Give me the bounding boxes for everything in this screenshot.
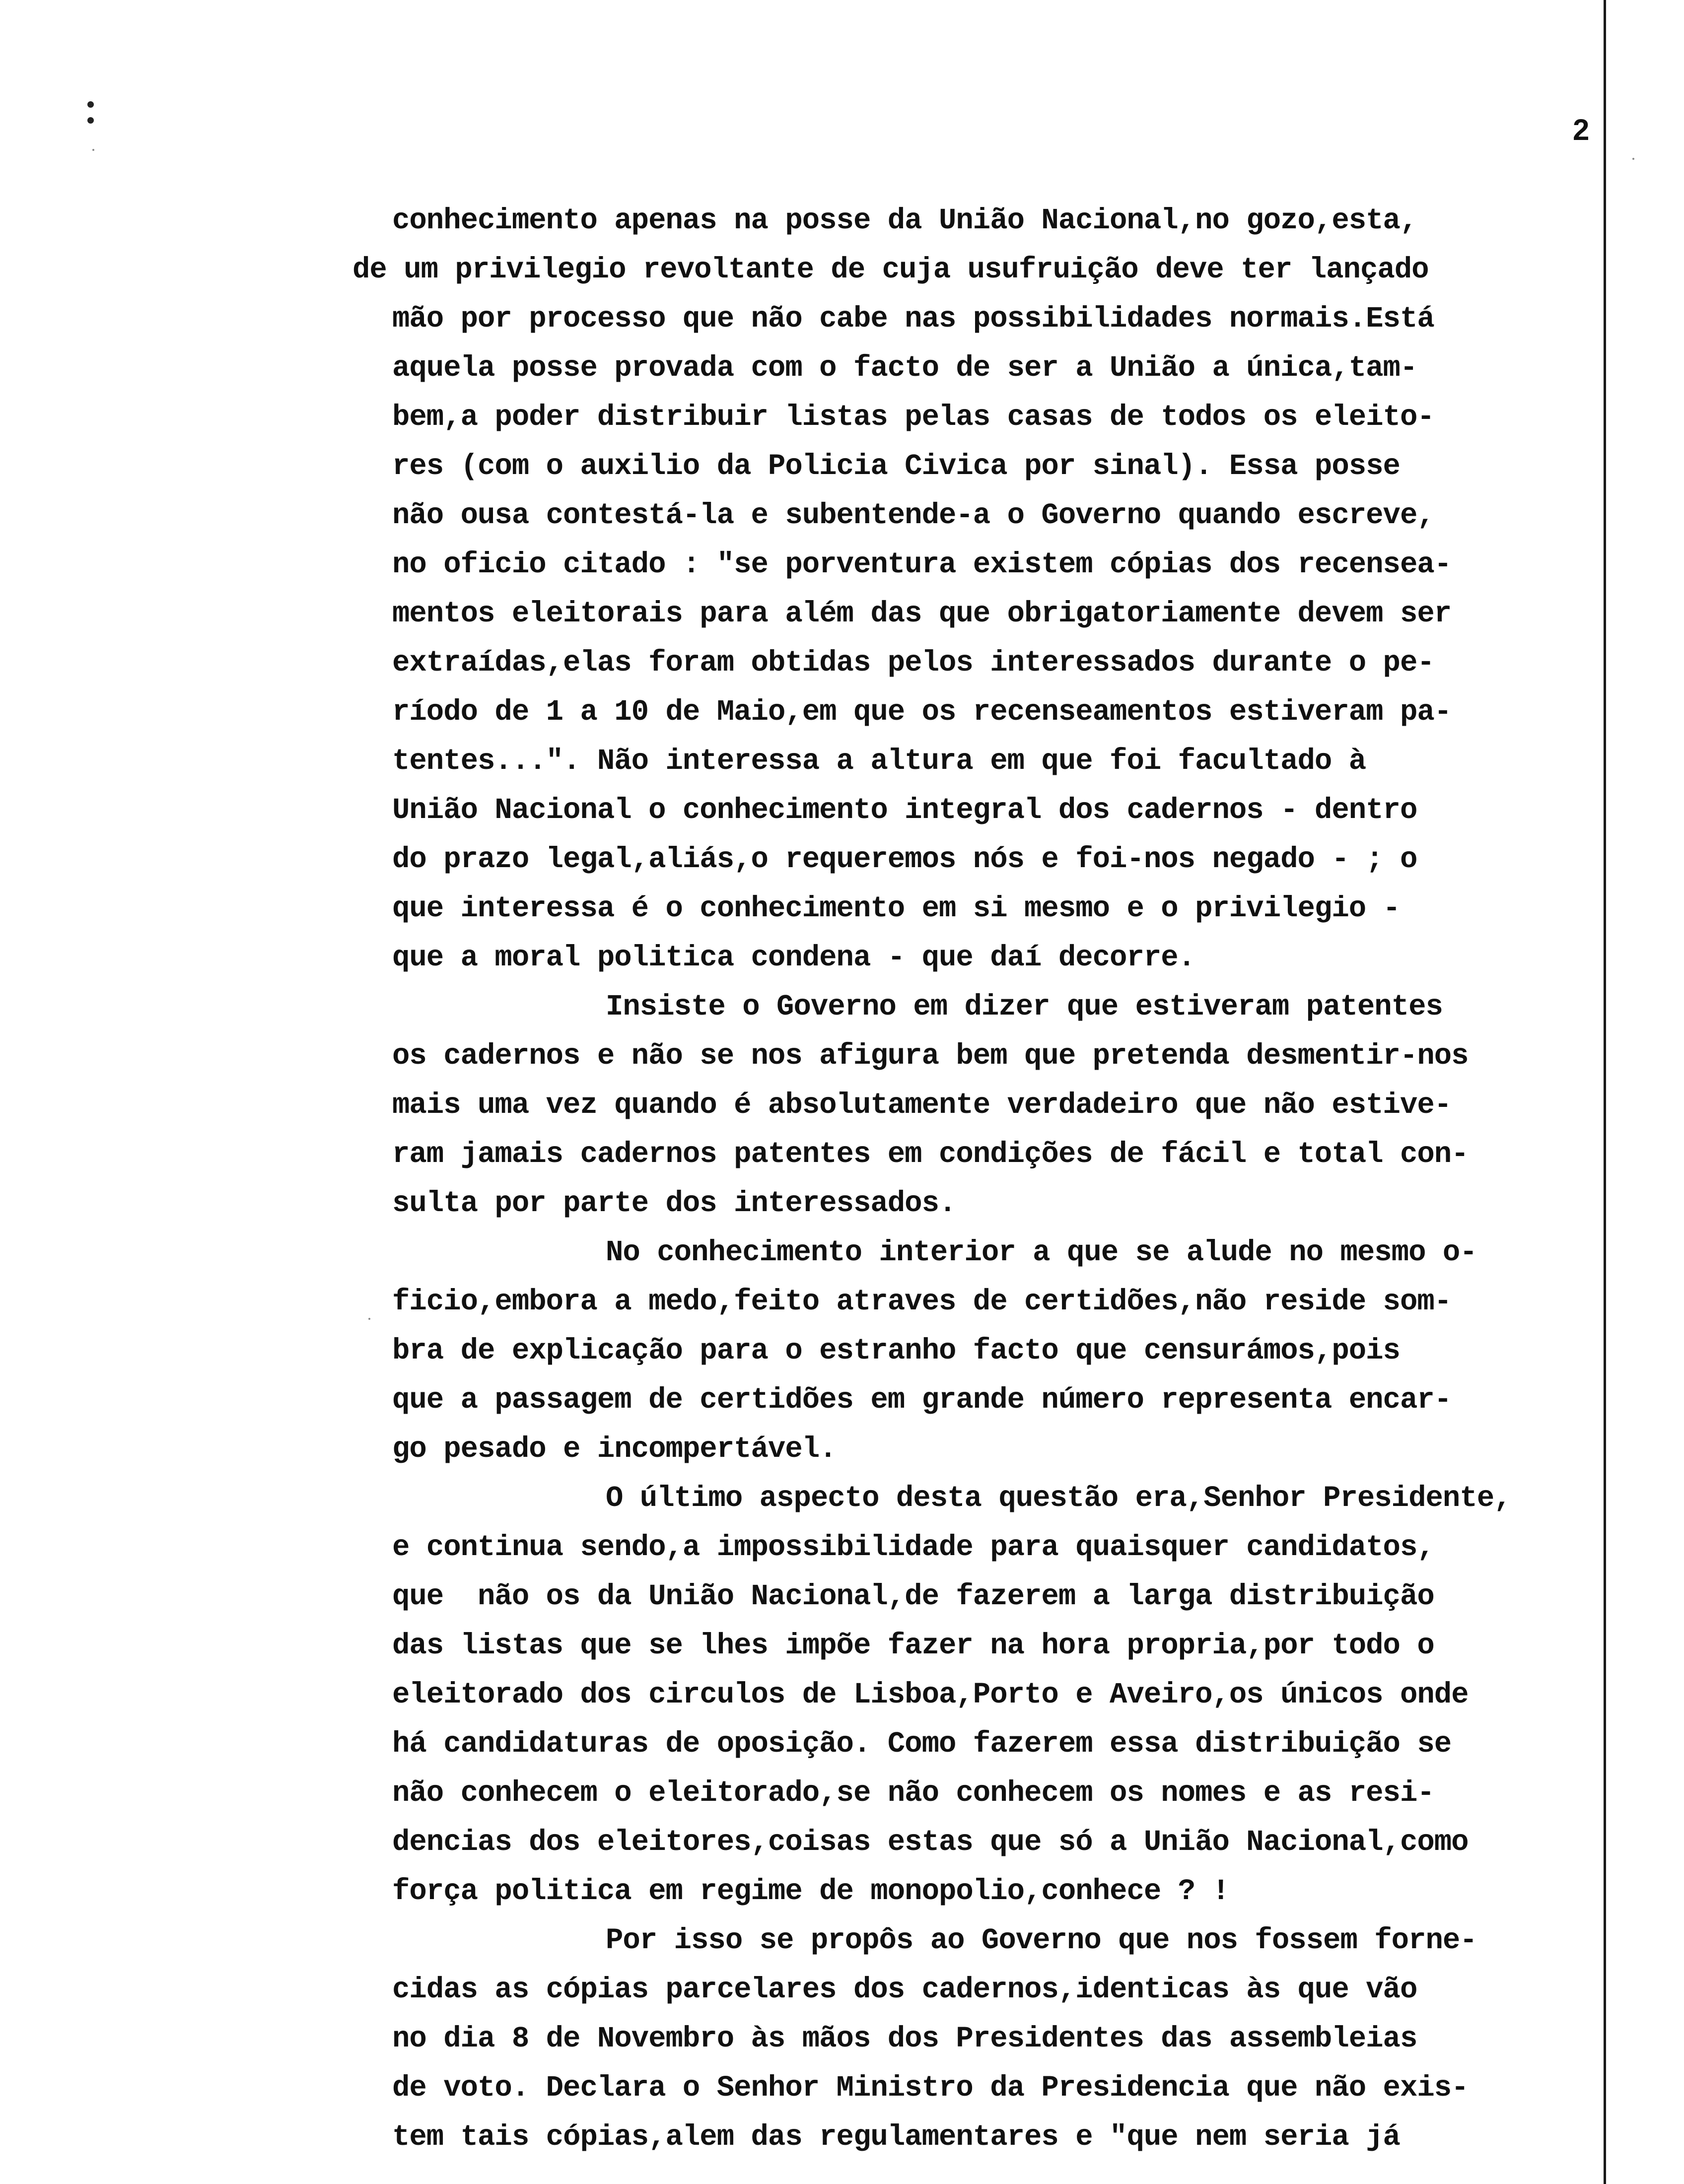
text-line: força politica em regime de monopolio,conhece ? ! <box>392 1875 1229 1908</box>
text-line: ram jamais cadernos patentes em condições de fácil e total con- <box>392 1138 1469 1171</box>
text-line: mais uma vez quando é absolutamente verdadeiro que não estive- <box>392 1089 1452 1122</box>
text-line: bra de explicação para o estranho facto que censurámos,pois <box>392 1334 1400 1367</box>
text-line: União Nacional o conhecimento integral dos cadernos - dentro <box>392 794 1417 827</box>
text-line: ficio,embora a medo,feito atraves de certidões,não reside som- <box>392 1285 1452 1318</box>
text-line: cidas as cópias parcelares dos cadernos,identicas às que vão <box>392 1973 1417 2006</box>
paper-speck <box>368 1318 370 1320</box>
text-line: sulta por parte dos interessados. <box>392 1187 956 1220</box>
paragraph-start-line: Insiste o Governo em dizer que estiveram patentes <box>606 990 1443 1024</box>
text-line: que interessa é o conhecimento em si mesmo e o privilegio - <box>392 892 1400 925</box>
page-number: 2 <box>1573 113 1590 146</box>
text-line: e continua sendo,a impossibilidade para quaisquer candidatos, <box>392 1531 1434 1564</box>
text-line: que a passagem de certidões em grande número representa encar- <box>392 1383 1452 1417</box>
text-line: tentes...". Não interessa a altura em que foi facultado à <box>392 745 1366 778</box>
text-line: que a moral politica condena - que daí decorre. <box>392 941 1195 974</box>
text-line: aquela posse provada com o facto de ser a União a única,tam- <box>392 351 1417 385</box>
text-line: das listas que se lhes impõe fazer na hora propria,por todo o <box>392 1629 1434 1662</box>
text-line: há candidaturas de oposição. Como fazerem essa distribuição se <box>392 1727 1452 1761</box>
text-line: não ousa contestá-la e subentende-a o Governo quando escreve, <box>392 499 1434 532</box>
text-line: mão por processo que não cabe nas possibilidades normais.Está <box>392 302 1434 336</box>
text-line: de voto. Declara o Senhor Ministro da Presidencia que não exis- <box>392 2071 1469 2105</box>
text-line: os cadernos e não se nos afigura bem que pretenda desmentir-nos <box>392 1039 1469 1073</box>
paragraph-start-line: Por isso se propôs ao Governo que nos fossem forne- <box>606 1924 1477 1957</box>
text-line: eleitorado dos circulos de Lisboa,Porto e Aveiro,os únicos onde <box>392 1678 1469 1711</box>
punch-hole-marks <box>83 97 98 137</box>
text-line: do prazo legal,aliás,o requeremos nós e foi-nos negado - ; o <box>392 843 1417 876</box>
paper-speck <box>1632 158 1634 160</box>
text-line: conhecimento apenas na posse da União Nacional,no gozo,esta, <box>392 204 1417 237</box>
text-line: não conhecem o eleitorado,se não conhecem os nomes e as resi- <box>392 1776 1434 1810</box>
text-line: tem tais cópias,alem das regulamentares e "que nem seria já <box>392 2120 1400 2154</box>
text-line: dencias dos eleitores,coisas estas que só a União Nacional,como <box>392 1826 1469 1859</box>
text-line: ríodo de 1 a 10 de Maio,em que os recenseamentos estiveram pa- <box>392 695 1452 729</box>
punch-dot <box>87 101 94 108</box>
text-line: no oficio citado : "se porventura existem cópias dos recensea- <box>392 548 1452 581</box>
punch-dot <box>87 117 94 124</box>
text-line: de um privilegio revoltante de cuja usufruição deve ter lançado <box>352 253 1429 286</box>
letter-body <box>352 196 1633 2162</box>
text-line: no dia 8 de Novembro às mãos dos Presidentes das assembleias <box>392 2022 1417 2055</box>
paragraph-start-line: No conhecimento interior a que se alude no mesmo o- <box>606 1236 1477 1269</box>
text-line: extraídas,elas foram obtidas pelos interessados durante o pe- <box>392 646 1434 680</box>
paragraph-start-line: O último aspecto desta questão era,Senhor Presidente, <box>606 1482 1511 1515</box>
text-line: go pesado e incompertável. <box>392 1433 837 1466</box>
text-line: bem,a poder distribuir listas pelas casas de todos os eleito- <box>392 401 1434 434</box>
text-line: que não os da União Nacional,de fazerem a larga distribuição <box>392 1580 1434 1613</box>
text-line: mentos eleitorais para além das que obrigatoriamente devem ser <box>392 597 1452 630</box>
text-line: res (com o auxilio da Policia Civica por sinal). Essa posse <box>392 450 1400 483</box>
paper-speck <box>92 149 94 151</box>
